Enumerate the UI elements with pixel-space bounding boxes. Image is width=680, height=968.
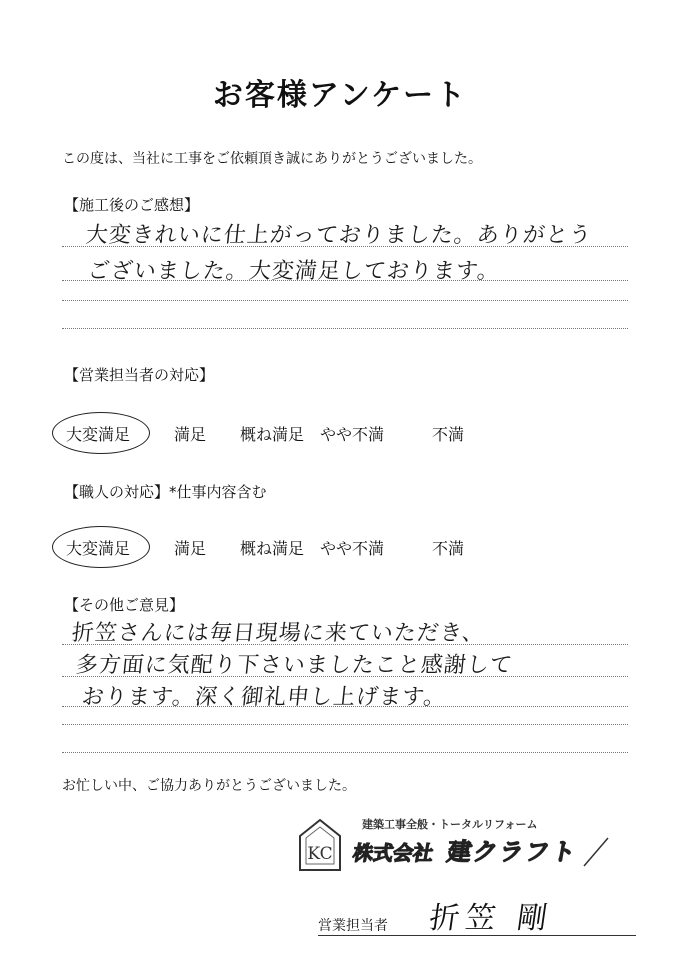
impressions-heading: 【施工後のご感想】: [64, 196, 200, 214]
sales-rep-label: 営業担当者: [318, 918, 388, 934]
sales-rep-signature: 折笠 剛: [427, 901, 556, 936]
option-somewhat-dissatisfied[interactable]: やや不満: [320, 425, 385, 444]
option-somewhat-dissatisfied[interactable]: やや不満: [320, 539, 385, 558]
other-line-3: おります。深く御礼申し上げます。: [80, 685, 448, 710]
craftsman-response-options: [64, 536, 484, 566]
craftsman-response-title: 【職人の対応】: [64, 483, 170, 501]
logo-company-prefix: 株式会社: [351, 841, 436, 865]
answer-rule: [62, 724, 628, 725]
option-mostly-satisfied[interactable]: 概ね満足: [240, 425, 305, 444]
page-title: お客様アンケート: [212, 78, 468, 113]
option-dissatisfied[interactable]: 不満: [432, 425, 465, 444]
other-line-1: 折笠さんには毎日現場に来ていただき、: [70, 621, 487, 646]
answer-rule: [62, 752, 628, 753]
sales-response-options: [64, 422, 484, 452]
answer-rule: [62, 280, 628, 281]
logo-mark-text: KC: [307, 844, 333, 864]
answer-rule: [62, 300, 628, 301]
intro-text: この度は、当社に工事をご依頼頂き誠にありがとうございました。: [62, 151, 482, 167]
impressions-line-2: ございました。大変満足しております。: [86, 259, 502, 284]
craftsman-response-note: *仕事内容含む: [169, 483, 267, 501]
option-very-satisfied[interactable]: 大変満足: [66, 539, 131, 558]
option-satisfied[interactable]: 満足: [174, 539, 207, 558]
logo-company-name: 建クラフト: [444, 838, 580, 866]
logo-tagline: 建築工事全般・トータルリフォーム: [362, 818, 538, 831]
answer-rule: [62, 644, 628, 645]
option-very-satisfied[interactable]: 大変満足: [66, 425, 131, 444]
company-logo: [296, 814, 626, 874]
other-line-2: 多方面に気配り下さいましたこと感謝して: [74, 653, 515, 678]
option-satisfied[interactable]: 満足: [174, 425, 207, 444]
answer-rule: [62, 676, 628, 677]
answer-rule: [62, 706, 628, 707]
closing-text: お忙しい中、ご協力ありがとうございました。: [62, 778, 356, 794]
answer-rule: [62, 246, 628, 247]
signature-line: [318, 935, 636, 936]
craftsman-response-heading: [64, 481, 267, 502]
answer-rule: [62, 328, 628, 329]
option-mostly-satisfied[interactable]: 概ね満足: [240, 539, 305, 558]
impressions-line-1: 大変きれいに仕上がっておりました。ありがとう: [84, 223, 594, 248]
company-logo-graphic: [296, 814, 626, 874]
sales-response-heading: 【営業担当者の対応】: [64, 366, 215, 384]
other-heading: 【その他ご意見】: [64, 596, 185, 614]
option-dissatisfied[interactable]: 不満: [432, 539, 465, 558]
